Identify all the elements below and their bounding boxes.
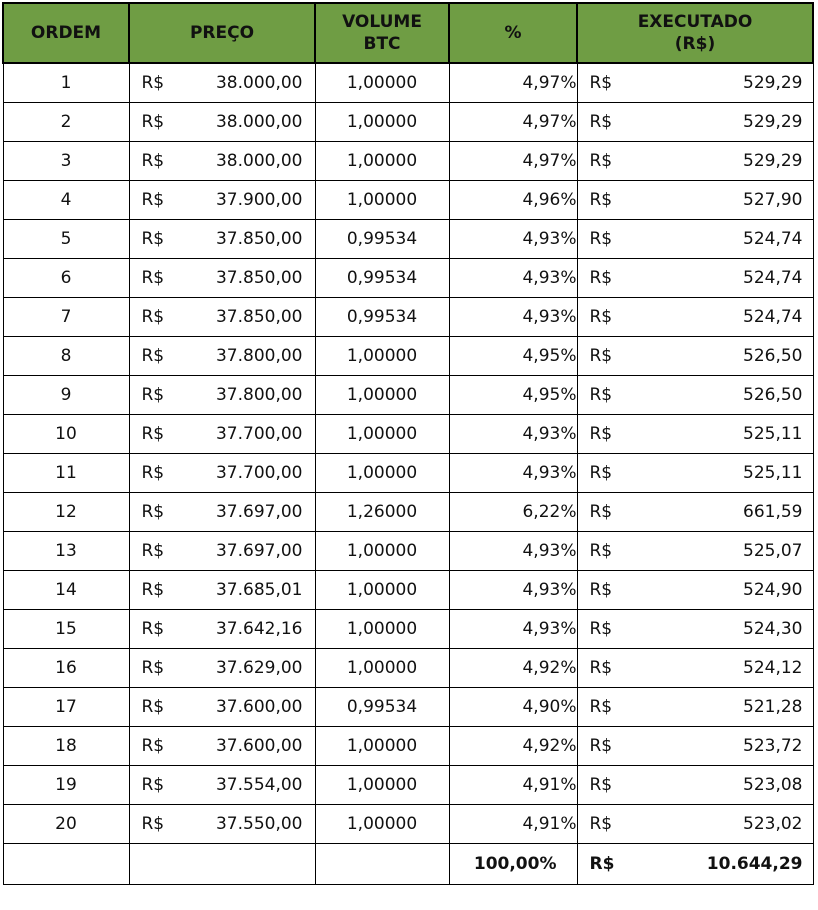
executado-value: 529,29 — [743, 151, 803, 171]
header-preco — [129, 3, 315, 63]
executado-value: 524,90 — [743, 580, 803, 600]
table-row — [3, 376, 813, 415]
executado-cell — [577, 181, 813, 220]
executado-cell — [577, 63, 813, 103]
currency-symbol: R$ — [589, 73, 613, 93]
executado-cell — [577, 103, 813, 142]
executado-cell — [577, 688, 813, 727]
header-executado-line2: (R$) — [674, 34, 716, 54]
header-volume — [315, 3, 449, 63]
executado-cell — [577, 337, 813, 376]
currency-symbol: R$ — [141, 190, 165, 210]
executado-value: 524,74 — [743, 268, 803, 288]
percent-cell: 4,92% — [449, 649, 577, 688]
preco-value: 37.629,00 — [215, 658, 303, 678]
percent-cell: 4,93% — [449, 454, 577, 493]
currency-symbol: R$ — [141, 580, 165, 600]
preco-cell — [129, 649, 315, 688]
currency-symbol: R$ — [141, 268, 165, 288]
ordem-cell: 8 — [3, 337, 129, 376]
currency-symbol: R$ — [141, 541, 165, 561]
preco-cell — [129, 259, 315, 298]
currency-symbol: R$ — [589, 697, 613, 717]
preco-value: 37.800,00 — [215, 346, 303, 366]
preco-cell — [129, 220, 315, 259]
orders-table — [2, 2, 814, 885]
currency-symbol: R$ — [589, 346, 613, 366]
total-row — [3, 844, 813, 885]
currency-symbol: R$ — [589, 151, 613, 171]
ordem-cell: 18 — [3, 727, 129, 766]
table-row — [3, 142, 813, 181]
table-row — [3, 415, 813, 454]
preco-cell — [129, 805, 315, 844]
table-row — [3, 805, 813, 844]
volume-cell: 0,99534 — [315, 688, 449, 727]
ordem-cell: 1 — [3, 63, 129, 103]
header-preco-label: PREÇO — [189, 23, 255, 43]
executado-value: 526,50 — [743, 385, 803, 405]
percent-cell: 4,92% — [449, 727, 577, 766]
executado-value: 523,72 — [743, 736, 803, 756]
preco-cell — [129, 103, 315, 142]
preco-cell — [129, 415, 315, 454]
preco-cell — [129, 63, 315, 103]
currency-symbol: R$ — [141, 424, 165, 444]
header-ordem — [3, 3, 129, 63]
currency-symbol: R$ — [589, 229, 613, 249]
percent-cell: 4,93% — [449, 220, 577, 259]
currency-symbol: R$ — [589, 658, 613, 678]
executado-value: 527,90 — [743, 190, 803, 210]
preco-value: 37.800,00 — [215, 385, 303, 405]
preco-cell — [129, 337, 315, 376]
preco-cell — [129, 610, 315, 649]
preco-cell — [129, 727, 315, 766]
preco-value: 37.900,00 — [215, 190, 303, 210]
preco-value: 37.600,00 — [215, 736, 303, 756]
currency-symbol: R$ — [141, 814, 165, 834]
executado-cell — [577, 298, 813, 337]
preco-cell — [129, 181, 315, 220]
percent-cell: 4,93% — [449, 259, 577, 298]
currency-symbol: R$ — [589, 307, 613, 327]
executado-cell — [577, 649, 813, 688]
currency-symbol: R$ — [589, 385, 613, 405]
percent-cell: 4,97% — [449, 142, 577, 181]
header-executado-line1: EXECUTADO — [637, 12, 753, 32]
preco-value: 37.850,00 — [215, 307, 303, 327]
total-executado-value: 10.644,29 — [706, 854, 803, 874]
percent-cell: 4,93% — [449, 532, 577, 571]
currency-symbol: R$ — [141, 502, 165, 522]
executado-cell — [577, 610, 813, 649]
executado-value: 521,28 — [743, 697, 803, 717]
executado-cell — [577, 259, 813, 298]
currency-symbol: R$ — [141, 463, 165, 483]
ordem-cell: 19 — [3, 766, 129, 805]
ordem-cell: 15 — [3, 610, 129, 649]
ordem-cell: 16 — [3, 649, 129, 688]
preco-value: 37.600,00 — [215, 697, 303, 717]
preco-cell — [129, 142, 315, 181]
currency-symbol: R$ — [141, 775, 165, 795]
volume-cell: 1,00000 — [315, 649, 449, 688]
preco-value: 37.700,00 — [215, 424, 303, 444]
currency-symbol: R$ — [141, 229, 165, 249]
percent-cell: 4,97% — [449, 63, 577, 103]
executado-value: 525,07 — [743, 541, 803, 561]
executado-value: 524,30 — [743, 619, 803, 639]
currency-symbol: R$ — [141, 112, 165, 132]
ordem-cell: 13 — [3, 532, 129, 571]
executado-cell — [577, 571, 813, 610]
table-row — [3, 63, 813, 103]
percent-cell: 4,93% — [449, 610, 577, 649]
ordem-cell: 11 — [3, 454, 129, 493]
percent-cell: 4,96% — [449, 181, 577, 220]
table-row — [3, 727, 813, 766]
volume-cell: 1,00000 — [315, 766, 449, 805]
executado-cell — [577, 727, 813, 766]
executado-value: 524,12 — [743, 658, 803, 678]
currency-symbol: R$ — [141, 697, 165, 717]
table-row — [3, 610, 813, 649]
total-currency-symbol: R$ — [589, 854, 615, 874]
header-percent-label: % — [504, 23, 522, 43]
volume-cell: 1,00000 — [315, 571, 449, 610]
ordem-cell: 10 — [3, 415, 129, 454]
table-row — [3, 220, 813, 259]
preco-cell — [129, 688, 315, 727]
executado-cell — [577, 532, 813, 571]
volume-cell: 1,00000 — [315, 181, 449, 220]
currency-symbol: R$ — [589, 541, 613, 561]
currency-symbol: R$ — [141, 307, 165, 327]
currency-symbol: R$ — [141, 736, 165, 756]
preco-value: 37.850,00 — [215, 229, 303, 249]
executado-value: 529,29 — [743, 112, 803, 132]
preco-value: 37.642,16 — [215, 619, 303, 639]
executado-value: 529,29 — [743, 73, 803, 93]
table-row — [3, 298, 813, 337]
volume-cell: 1,00000 — [315, 103, 449, 142]
preco-value: 37.850,00 — [215, 268, 303, 288]
percent-cell: 4,93% — [449, 298, 577, 337]
currency-symbol: R$ — [589, 190, 613, 210]
volume-cell: 1,00000 — [315, 337, 449, 376]
total-preco-cell — [129, 844, 315, 885]
percent-cell: 4,95% — [449, 376, 577, 415]
preco-value: 37.700,00 — [215, 463, 303, 483]
executado-cell — [577, 220, 813, 259]
table-row — [3, 571, 813, 610]
currency-symbol: R$ — [589, 580, 613, 600]
table-row — [3, 493, 813, 532]
currency-symbol: R$ — [141, 151, 165, 171]
currency-symbol: R$ — [141, 658, 165, 678]
total-percent-cell: 100,00% — [449, 844, 577, 885]
ordem-cell: 4 — [3, 181, 129, 220]
currency-symbol: R$ — [589, 463, 613, 483]
ordem-cell: 2 — [3, 103, 129, 142]
preco-value: 38.000,00 — [215, 73, 303, 93]
percent-cell: 6,22% — [449, 493, 577, 532]
ordem-cell: 12 — [3, 493, 129, 532]
total-volume-cell — [315, 844, 449, 885]
volume-cell: 1,00000 — [315, 805, 449, 844]
ordem-cell: 5 — [3, 220, 129, 259]
table-body — [3, 63, 813, 844]
table-row — [3, 454, 813, 493]
table-row — [3, 259, 813, 298]
volume-cell: 1,00000 — [315, 610, 449, 649]
volume-cell: 0,99534 — [315, 220, 449, 259]
header-volume-line2: BTC — [363, 34, 401, 54]
volume-cell: 0,99534 — [315, 259, 449, 298]
ordem-cell: 20 — [3, 805, 129, 844]
percent-cell: 4,95% — [449, 337, 577, 376]
executado-value: 524,74 — [743, 307, 803, 327]
preco-cell — [129, 571, 315, 610]
executado-cell — [577, 142, 813, 181]
volume-cell: 1,00000 — [315, 142, 449, 181]
ordem-cell: 17 — [3, 688, 129, 727]
table-row — [3, 649, 813, 688]
currency-symbol: R$ — [141, 346, 165, 366]
volume-cell: 1,00000 — [315, 415, 449, 454]
executado-cell — [577, 454, 813, 493]
volume-cell: 0,99534 — [315, 298, 449, 337]
percent-cell: 4,90% — [449, 688, 577, 727]
currency-symbol: R$ — [589, 424, 613, 444]
preco-cell — [129, 298, 315, 337]
volume-cell: 1,00000 — [315, 454, 449, 493]
preco-value: 38.000,00 — [215, 112, 303, 132]
executado-value: 526,50 — [743, 346, 803, 366]
percent-cell: 4,91% — [449, 805, 577, 844]
volume-cell: 1,26000 — [315, 493, 449, 532]
percent-cell: 4,91% — [449, 766, 577, 805]
preco-cell — [129, 532, 315, 571]
volume-cell: 1,00000 — [315, 376, 449, 415]
percent-cell: 4,93% — [449, 571, 577, 610]
table-row — [3, 532, 813, 571]
header-ordem-label: ORDEM — [30, 23, 102, 43]
executado-value: 525,11 — [743, 424, 803, 444]
preco-value: 38.000,00 — [215, 151, 303, 171]
executado-cell — [577, 766, 813, 805]
percent-cell: 4,97% — [449, 103, 577, 142]
preco-cell — [129, 454, 315, 493]
currency-symbol: R$ — [141, 73, 165, 93]
total-ordem-cell — [3, 844, 129, 885]
percent-cell: 4,93% — [449, 415, 577, 454]
header-percent — [449, 3, 577, 63]
executado-value: 524,74 — [743, 229, 803, 249]
currency-symbol: R$ — [141, 385, 165, 405]
volume-cell: 1,00000 — [315, 727, 449, 766]
currency-symbol: R$ — [589, 814, 613, 834]
currency-symbol: R$ — [589, 775, 613, 795]
executado-cell — [577, 493, 813, 532]
table-row — [3, 766, 813, 805]
volume-cell: 1,00000 — [315, 532, 449, 571]
preco-value: 37.550,00 — [215, 814, 303, 834]
preco-cell — [129, 376, 315, 415]
header-executado — [577, 3, 813, 63]
preco-value: 37.697,00 — [215, 541, 303, 561]
table-row — [3, 688, 813, 727]
volume-cell: 1,00000 — [315, 63, 449, 103]
table-row — [3, 337, 813, 376]
header-row — [3, 3, 813, 63]
preco-cell — [129, 493, 315, 532]
executado-cell — [577, 376, 813, 415]
ordem-cell: 6 — [3, 259, 129, 298]
ordem-cell: 14 — [3, 571, 129, 610]
currency-symbol: R$ — [589, 619, 613, 639]
executado-value: 523,02 — [743, 814, 803, 834]
currency-symbol: R$ — [589, 268, 613, 288]
executado-value: 525,11 — [743, 463, 803, 483]
ordem-cell: 3 — [3, 142, 129, 181]
preco-value: 37.685,01 — [215, 580, 303, 600]
preco-cell — [129, 766, 315, 805]
currency-symbol: R$ — [589, 736, 613, 756]
executado-value: 661,59 — [743, 502, 803, 522]
table-row — [3, 103, 813, 142]
total-executado-cell — [577, 844, 813, 885]
executado-cell — [577, 805, 813, 844]
executado-value: 523,08 — [743, 775, 803, 795]
executado-cell — [577, 415, 813, 454]
currency-symbol: R$ — [589, 112, 613, 132]
header-volume-line1: VOLUME — [342, 12, 422, 32]
currency-symbol: R$ — [589, 502, 613, 522]
table-row — [3, 181, 813, 220]
currency-symbol: R$ — [141, 619, 165, 639]
preco-value: 37.554,00 — [215, 775, 303, 795]
preco-value: 37.697,00 — [215, 502, 303, 522]
ordem-cell: 7 — [3, 298, 129, 337]
ordem-cell: 9 — [3, 376, 129, 415]
